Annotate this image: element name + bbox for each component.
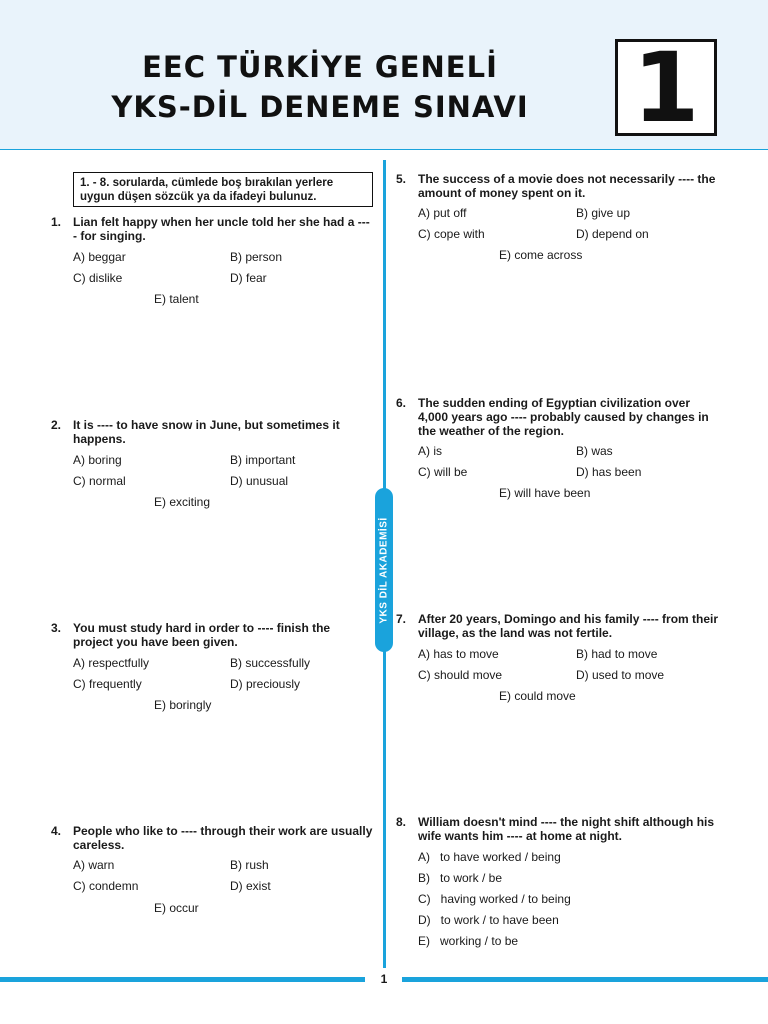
option-b[interactable]: B) had to move	[576, 647, 658, 661]
question-number: 6.	[396, 396, 407, 410]
question-text: You must study hard in order to ---- finish the project you have been given.	[73, 621, 331, 649]
option-c[interactable]: C) condemn	[73, 879, 139, 893]
question-number: 4.	[51, 824, 62, 838]
option-c[interactable]: C) cope with	[418, 227, 485, 241]
option-a[interactable]: A) warn	[73, 858, 115, 872]
option-a[interactable]: A) boring	[73, 453, 122, 467]
option-d[interactable]: D) unusual	[230, 474, 289, 488]
side-label-badge	[375, 488, 393, 652]
option-c[interactable]: C) will be	[418, 465, 468, 479]
option-c[interactable]: C) normal	[73, 474, 126, 488]
option-d[interactable]: D) depend on	[576, 227, 649, 241]
question-number: 3.	[51, 621, 62, 635]
option-d[interactable]: D) exist	[230, 879, 271, 893]
question-text: People who like to ---- through their work are usually careless.	[73, 824, 373, 852]
option-a[interactable]: A) beggar	[73, 250, 126, 264]
option-e[interactable]: E) will have been	[499, 486, 591, 500]
option-c[interactable]: C) dislike	[73, 271, 123, 285]
option-b[interactable]: B) rush	[230, 858, 269, 872]
option-e[interactable]: E) exciting	[154, 495, 211, 509]
option-a[interactable]: A) has to move	[418, 647, 499, 661]
question-text: The sudden ending of Egyptian civilization over 4,000 years ago ---- probably caused by changes in the weather of the region.	[418, 396, 709, 438]
exam-title-line-2: YKS-DİL DENEME SINAVI	[111, 90, 529, 124]
option-c[interactable]: C) frequently	[73, 677, 142, 691]
booklet-number: 1	[632, 31, 700, 144]
option-a[interactable]: A) respectfully	[73, 656, 150, 670]
option-c[interactable]: C) should move	[418, 668, 503, 682]
option-a[interactable]: A) to have worked / being	[418, 850, 561, 864]
footer-bar-right	[402, 977, 768, 982]
option-b[interactable]: B) important	[230, 453, 296, 467]
option-d[interactable]: D) used to move	[576, 668, 665, 682]
question-number: 8.	[396, 815, 407, 829]
exam-title-line-1: EEC TÜRKİYE GENELİ	[142, 50, 498, 84]
question-text: The success of a movie does not necessarily ---- the amount of money spent on it.	[418, 172, 716, 200]
option-d[interactable]: D) preciously	[230, 677, 301, 691]
question-number: 2.	[51, 418, 62, 432]
question-text: William doesn't mind ---- the night shift although his wife wants him ---- at home at night.	[418, 815, 715, 843]
option-b[interactable]: B) was	[576, 444, 613, 458]
question-number: 7.	[396, 612, 407, 626]
question-text: Lian felt happy when her uncle told her she had a ---- for singing.	[73, 215, 370, 243]
option-e[interactable]: E) boringly	[154, 698, 212, 712]
option-c[interactable]: C) having worked / to being	[418, 892, 571, 906]
option-b[interactable]: B) successfully	[230, 656, 311, 670]
page-number: 1	[380, 972, 388, 986]
footer-bar-left	[0, 977, 365, 982]
question-text: It is ---- to have snow in June, but sometimes it happens.	[73, 418, 340, 446]
page-header	[0, 0, 768, 150]
question-number: 1.	[51, 215, 62, 229]
option-b[interactable]: B) to work / be	[418, 871, 503, 885]
question-text: After 20 years, Domingo and his family ---- from their village, as the land was not fertile.	[418, 612, 719, 640]
option-a[interactable]: A) put off	[418, 206, 467, 220]
option-d[interactable]: D) fear	[230, 271, 267, 285]
option-e[interactable]: E) talent	[154, 292, 199, 306]
question-number: 5.	[396, 172, 407, 186]
option-e[interactable]: E) come across	[499, 248, 583, 262]
instructions-box: 1. - 8. sorularda, cümlede boş bırakılan yerlere uygun düşen sözcük ya da ifadeyi bulunuz.	[73, 172, 373, 207]
option-e[interactable]: E) could move	[499, 689, 576, 703]
option-d[interactable]: D) to work / to have been	[418, 913, 559, 927]
option-e[interactable]: E) working / to be	[418, 934, 519, 948]
side-label: YKS DİL AKADEMİSİ	[378, 516, 390, 624]
option-a[interactable]: A) is	[418, 444, 442, 458]
option-e[interactable]: E) occur	[154, 901, 199, 915]
option-b[interactable]: B) give up	[576, 206, 631, 220]
option-d[interactable]: D) has been	[576, 465, 642, 479]
option-b[interactable]: B) person	[230, 250, 283, 264]
booklet-number-box	[615, 31, 717, 144]
